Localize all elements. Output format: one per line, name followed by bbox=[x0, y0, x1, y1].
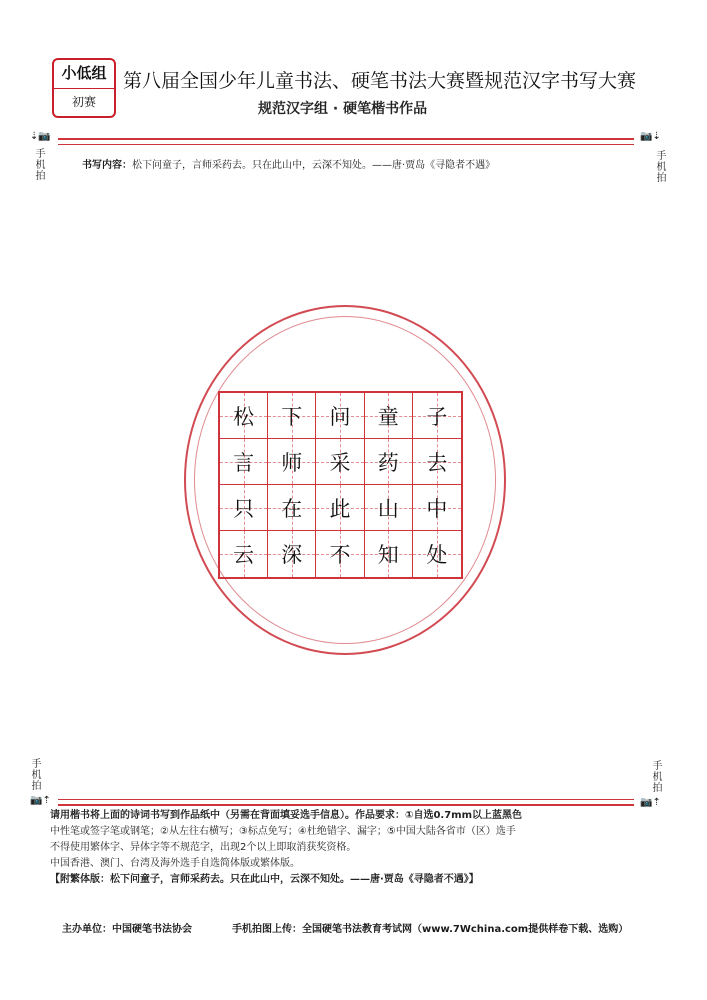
writing-grid bbox=[218, 391, 463, 579]
grid-cell: 去 bbox=[413, 439, 461, 485]
grid-cell: 云 bbox=[220, 531, 268, 577]
writing-content-label: 书写内容： bbox=[82, 160, 132, 171]
badge-stage-label: 初赛 bbox=[71, 95, 96, 109]
instructions-divider-top bbox=[58, 799, 634, 800]
grid-cell: 此 bbox=[316, 485, 364, 531]
header-divider-bottom bbox=[58, 144, 634, 145]
instructions-line: 不得使用繁体字、异体字等不规范字，出现2个以上即取消获奖资格。 bbox=[50, 842, 357, 853]
grid-cell: 子 bbox=[413, 393, 461, 439]
instructions-divider-bottom bbox=[58, 804, 634, 806]
grid-cell: 问 bbox=[316, 393, 364, 439]
grid-cell: 中 bbox=[413, 485, 461, 531]
writing-content bbox=[82, 156, 495, 171]
page-title: 第八届全国少年儿童书法、硬笔书法大赛暨规范汉字书写大赛 bbox=[123, 70, 637, 92]
phone-photo-label-right: 手机拍 bbox=[650, 760, 661, 793]
organizer-text: 主办单位：中国硬笔书法协会 bbox=[62, 924, 192, 935]
camera-icon: ⇣📷 bbox=[30, 131, 51, 142]
camera-icon: 📷⇣ bbox=[640, 131, 661, 142]
instructions-line: 中国香港、澳门、台湾及海外选手自选简体版或繁体版。 bbox=[50, 858, 300, 869]
grid-cell: 师 bbox=[268, 439, 316, 485]
phone-photo-label-left: 手机拍 bbox=[33, 148, 44, 181]
grid-cell: 松 bbox=[220, 393, 268, 439]
page-subtitle: 规范汉字组 · 硬笔楷书作品 bbox=[258, 101, 428, 117]
phone-photo-label-right: 手机拍 bbox=[654, 150, 665, 183]
grid-cell: 药 bbox=[365, 439, 413, 485]
camera-icon: 📷⇡ bbox=[640, 797, 661, 808]
grid-cell: 在 bbox=[268, 485, 316, 531]
grid-cell: 不 bbox=[316, 531, 364, 577]
instructions-line: 请用楷书将上面的诗词书写到作品纸中（另需在背面填妥选手信息）。作品要求：①自选0.7mm以上蓝黑色 bbox=[50, 810, 523, 821]
badge-group-label: 小低组 bbox=[61, 64, 107, 82]
instructions-block bbox=[50, 808, 655, 888]
grid-cell: 山 bbox=[365, 485, 413, 531]
badge-divider bbox=[54, 88, 114, 89]
grid-cell: 童 bbox=[365, 393, 413, 439]
grid-cell: 言 bbox=[220, 439, 268, 485]
camera-icon: 📷⇡ bbox=[30, 795, 51, 806]
writing-content-text: 松下问童子，言师采药去。只在此山中，云深不知处。——唐·贾岛《寻隐者不遇》 bbox=[132, 160, 496, 171]
grid-cell: 下 bbox=[268, 393, 316, 439]
instructions-line: 中性笔或签字笔或钢笔；②从左往右横写；③标点免写；④杜绝错字、漏字；⑤中国大陆各省市（区）选手 bbox=[50, 826, 516, 837]
header-divider-top bbox=[58, 138, 634, 140]
phone-photo-label-left: 手机拍 bbox=[29, 758, 40, 791]
instructions-line: 【附繁体版：松下问童子，言师采药去。只在此山中，云深不知处。——唐·贾岛《寻隐者不遇》】 bbox=[50, 874, 479, 885]
grid-cell: 深 bbox=[268, 531, 316, 577]
grid-cell: 采 bbox=[316, 439, 364, 485]
group-badge bbox=[52, 58, 116, 118]
grid-cell: 知 bbox=[365, 531, 413, 577]
grid-cell: 处 bbox=[413, 531, 461, 577]
upload-info-text: 手机拍图上传：全国硬笔书法教育考试网（www.7Wchina.com提供样卷下载、选购） bbox=[232, 924, 629, 935]
grid-cell: 只 bbox=[220, 485, 268, 531]
